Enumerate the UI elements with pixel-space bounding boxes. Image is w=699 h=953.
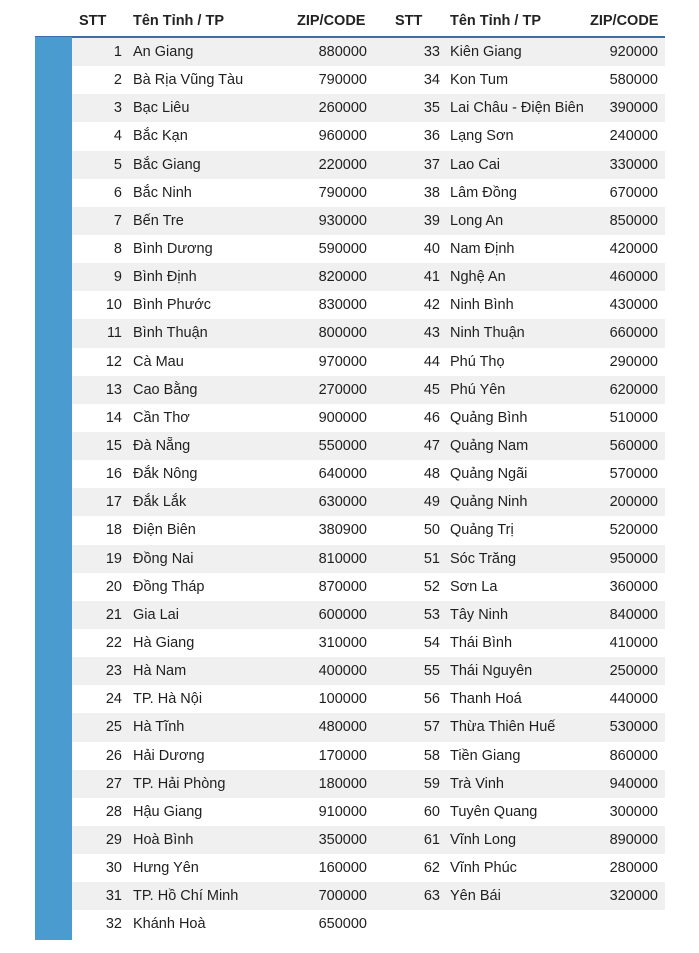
table-row bbox=[72, 94, 665, 122]
province-name-cell: Long An bbox=[450, 212, 504, 229]
stt-cell: 17 bbox=[105, 494, 122, 511]
province-name-cell: Đắk Nông bbox=[133, 466, 198, 483]
zip-cell: 560000 bbox=[609, 437, 658, 454]
province-name-cell: Sơn La bbox=[450, 578, 498, 595]
table-row bbox=[72, 122, 665, 150]
province-table bbox=[72, 38, 665, 939]
province-name-cell: Đà Nẵng bbox=[133, 437, 191, 454]
zip-cell: 480000 bbox=[318, 719, 367, 736]
header-zip-2: ZIP/CODE bbox=[590, 13, 659, 29]
zip-cell: 960000 bbox=[318, 128, 367, 145]
zip-cell: 890000 bbox=[609, 831, 658, 848]
province-name-cell: Thừa Thiên Huế bbox=[450, 719, 556, 736]
province-name-cell: Ninh Thuận bbox=[450, 325, 525, 342]
zip-cell: 460000 bbox=[609, 269, 658, 286]
stt-cell: 62 bbox=[423, 860, 440, 877]
zip-cell: 310000 bbox=[318, 634, 367, 651]
stt-cell: 7 bbox=[113, 212, 122, 229]
zip-cell: 620000 bbox=[609, 381, 658, 398]
stt-cell: 59 bbox=[423, 775, 440, 792]
stt-cell: 2 bbox=[113, 72, 122, 89]
province-name-cell: Tiền Giang bbox=[450, 747, 521, 764]
province-name-cell: Vĩnh Long bbox=[450, 831, 517, 848]
table-row bbox=[72, 629, 665, 657]
province-name-cell: Tây Ninh bbox=[450, 606, 509, 623]
stt-cell: 6 bbox=[113, 184, 122, 201]
province-name-cell: Thanh Hoá bbox=[450, 691, 522, 708]
province-name-cell: Điện Biên bbox=[133, 522, 196, 539]
zip-cell: 430000 bbox=[609, 297, 658, 314]
province-name-cell: Lạng Sơn bbox=[450, 128, 514, 145]
zip-cell: 790000 bbox=[318, 72, 367, 89]
province-name-cell: TP. Hải Phòng bbox=[133, 775, 226, 792]
table-row bbox=[72, 488, 665, 516]
zip-cell: 360000 bbox=[609, 578, 658, 595]
province-name-cell: Cà Mau bbox=[133, 353, 184, 370]
zip-cell: 900000 bbox=[318, 409, 367, 426]
province-name-cell: Đắk Lắk bbox=[133, 494, 187, 511]
province-name-cell: Thái Bình bbox=[450, 634, 513, 651]
zip-cell: 220000 bbox=[318, 156, 367, 173]
zip-cell: 640000 bbox=[318, 466, 367, 483]
stt-cell: 53 bbox=[423, 606, 440, 623]
table-row bbox=[72, 798, 665, 826]
table-row bbox=[72, 179, 665, 207]
table-row bbox=[72, 319, 665, 347]
province-name-cell: Bình Định bbox=[133, 269, 197, 286]
table-row bbox=[72, 713, 665, 741]
stt-cell: 10 bbox=[105, 297, 122, 314]
zip-cell: 650000 bbox=[318, 916, 367, 933]
zip-cell: 420000 bbox=[609, 240, 658, 257]
stt-cell: 48 bbox=[423, 466, 440, 483]
table-row bbox=[72, 601, 665, 629]
table-row bbox=[72, 770, 665, 798]
table-row bbox=[72, 545, 665, 573]
stt-cell: 33 bbox=[423, 44, 440, 60]
stt-cell: 18 bbox=[105, 522, 122, 539]
stt-cell: 54 bbox=[423, 634, 440, 651]
table-row bbox=[72, 854, 665, 882]
zip-cell: 850000 bbox=[609, 212, 658, 229]
stt-cell: 30 bbox=[105, 860, 122, 877]
stt-cell: 15 bbox=[105, 437, 122, 454]
table-header bbox=[0, 0, 699, 36]
province-name-cell: Bình Thuận bbox=[133, 325, 208, 342]
stt-cell: 13 bbox=[105, 381, 122, 398]
stt-cell: 37 bbox=[423, 156, 440, 173]
province-name-cell: Quảng Ngãi bbox=[450, 466, 528, 483]
zip-cell: 270000 bbox=[318, 381, 367, 398]
zip-cell: 920000 bbox=[609, 44, 658, 60]
stt-cell: 9 bbox=[113, 269, 122, 286]
province-name-cell: Quảng Bình bbox=[450, 409, 528, 426]
table-row bbox=[72, 235, 665, 263]
stt-cell: 52 bbox=[423, 578, 440, 595]
province-name-cell: Khánh Hoà bbox=[133, 916, 206, 933]
zip-cell: 930000 bbox=[318, 212, 367, 229]
header-name: Tên Tỉnh / TP bbox=[133, 13, 225, 29]
stt-cell: 47 bbox=[423, 437, 440, 454]
zip-cell: 940000 bbox=[609, 775, 658, 792]
stt-cell: 51 bbox=[423, 550, 440, 567]
province-name-cell: Quảng Trị bbox=[450, 522, 514, 539]
stt-cell: 60 bbox=[423, 803, 440, 820]
zip-cell: 200000 bbox=[609, 494, 658, 511]
stt-cell: 26 bbox=[105, 747, 122, 764]
province-name-cell: Yên Bái bbox=[450, 888, 501, 905]
province-name-cell: TP. Hà Nội bbox=[133, 691, 203, 708]
table-row bbox=[72, 460, 665, 488]
stt-cell: 61 bbox=[423, 831, 440, 848]
province-name-cell: Tuyên Quang bbox=[450, 803, 538, 820]
table-row bbox=[72, 516, 665, 544]
province-name-cell: Hà Tĩnh bbox=[133, 719, 185, 736]
province-name-cell: Cần Thơ bbox=[133, 409, 190, 426]
province-name-cell: Lâm Đồng bbox=[450, 184, 517, 201]
stt-cell: 12 bbox=[105, 353, 122, 370]
stt-cell: 32 bbox=[105, 916, 122, 933]
table-row bbox=[72, 432, 665, 460]
zip-cell: 630000 bbox=[318, 494, 367, 511]
zip-cell: 700000 bbox=[318, 888, 367, 905]
province-name-cell: Hà Giang bbox=[133, 634, 195, 651]
zip-cell: 180000 bbox=[318, 775, 367, 792]
province-name-cell: Bến Tre bbox=[133, 212, 184, 229]
province-name-cell: An Giang bbox=[133, 44, 194, 60]
zip-cell: 160000 bbox=[318, 860, 367, 877]
province-name-cell: Trà Vinh bbox=[450, 775, 504, 792]
zip-cell: 950000 bbox=[609, 550, 658, 567]
table-row bbox=[72, 263, 665, 291]
table-row bbox=[72, 573, 665, 601]
province-name-cell: Bắc Giang bbox=[133, 156, 201, 173]
province-name-cell: Quảng Ninh bbox=[450, 494, 528, 511]
zip-cell: 320000 bbox=[609, 888, 658, 905]
stt-cell: 46 bbox=[423, 409, 440, 426]
stt-cell: 55 bbox=[423, 663, 440, 680]
table-row bbox=[72, 910, 665, 938]
zip-cell: 840000 bbox=[609, 606, 658, 623]
zip-cell: 300000 bbox=[609, 803, 658, 820]
zip-cell: 790000 bbox=[318, 184, 367, 201]
stt-cell: 14 bbox=[105, 409, 122, 426]
stt-cell: 43 bbox=[423, 325, 440, 342]
stt-cell: 29 bbox=[105, 831, 122, 848]
zip-cell: 600000 bbox=[318, 606, 367, 623]
table-row bbox=[72, 882, 665, 910]
zip-cell: 880000 bbox=[318, 44, 367, 60]
stt-cell: 27 bbox=[105, 775, 122, 792]
side-accent-bar bbox=[35, 37, 72, 940]
province-name-cell: Hưng Yên bbox=[133, 860, 199, 877]
province-name-cell: TP. Hồ Chí Minh bbox=[133, 888, 239, 905]
zip-cell: 530000 bbox=[609, 719, 658, 736]
province-name-cell: Nghệ An bbox=[450, 269, 506, 286]
zip-cell: 870000 bbox=[318, 578, 367, 595]
stt-cell: 38 bbox=[423, 184, 440, 201]
header-stt: STT bbox=[79, 13, 107, 29]
stt-cell: 56 bbox=[423, 691, 440, 708]
stt-cell: 34 bbox=[423, 72, 440, 89]
zip-cell: 400000 bbox=[318, 663, 367, 680]
zip-cell: 820000 bbox=[318, 269, 367, 286]
zip-cell: 800000 bbox=[318, 325, 367, 342]
stt-cell: 3 bbox=[113, 100, 122, 117]
stt-cell: 41 bbox=[423, 269, 440, 286]
stt-cell: 44 bbox=[423, 353, 440, 370]
province-name-cell: Bắc Kạn bbox=[133, 128, 188, 145]
table-row bbox=[72, 826, 665, 854]
stt-cell: 11 bbox=[106, 325, 122, 342]
stt-cell: 22 bbox=[105, 634, 122, 651]
header-name-2: Tên Tỉnh / TP bbox=[450, 13, 542, 29]
zip-cell: 590000 bbox=[318, 240, 367, 257]
province-name-cell: Hậu Giang bbox=[133, 803, 203, 820]
zip-cell: 810000 bbox=[318, 550, 367, 567]
stt-cell: 39 bbox=[423, 212, 440, 229]
zip-cell: 970000 bbox=[318, 353, 367, 370]
stt-cell: 36 bbox=[423, 128, 440, 145]
table-row bbox=[72, 376, 665, 404]
zip-cell: 550000 bbox=[318, 437, 367, 454]
stt-cell: 28 bbox=[105, 803, 122, 820]
stt-cell: 42 bbox=[423, 297, 440, 314]
table-row bbox=[72, 291, 665, 319]
province-name-cell: Đồng Tháp bbox=[133, 578, 205, 595]
zip-cell: 100000 bbox=[318, 691, 367, 708]
stt-cell: 1 bbox=[113, 44, 122, 60]
table-row bbox=[72, 404, 665, 432]
zip-cell: 660000 bbox=[609, 325, 658, 342]
stt-cell: 8 bbox=[113, 240, 122, 257]
zip-cell: 670000 bbox=[609, 184, 658, 201]
stt-cell: 4 bbox=[113, 128, 122, 145]
province-name-cell: Lao Cai bbox=[450, 156, 500, 173]
stt-cell: 24 bbox=[105, 691, 122, 708]
zip-cell: 520000 bbox=[609, 522, 658, 539]
province-name-cell: Bình Phước bbox=[133, 297, 212, 314]
province-name-cell: Hoà Bình bbox=[133, 831, 194, 848]
zip-cell: 580000 bbox=[609, 72, 658, 89]
province-name-cell: Cao Bằng bbox=[133, 381, 198, 398]
stt-cell: 31 bbox=[105, 888, 122, 905]
table-row bbox=[72, 66, 665, 94]
province-name-cell: Bạc Liêu bbox=[133, 100, 190, 117]
zip-cell: 390000 bbox=[609, 100, 658, 117]
stt-cell: 57 bbox=[423, 719, 440, 736]
stt-cell: 35 bbox=[423, 100, 440, 117]
header-stt-2: STT bbox=[395, 13, 423, 29]
zip-cell: 250000 bbox=[609, 663, 658, 680]
stt-cell: 23 bbox=[105, 663, 122, 680]
zip-cell: 510000 bbox=[609, 409, 658, 426]
province-name-cell: Vĩnh Phúc bbox=[450, 860, 517, 877]
zip-cell: 570000 bbox=[609, 466, 658, 483]
province-name-cell: Bình Dương bbox=[133, 240, 213, 257]
stt-cell: 19 bbox=[105, 550, 122, 567]
stt-cell: 5 bbox=[113, 156, 122, 173]
province-name-cell: Hà Nam bbox=[133, 663, 187, 680]
province-name-cell: Nam Định bbox=[450, 240, 515, 257]
province-name-cell: Bà Rịa Vũng Tàu bbox=[133, 72, 244, 89]
table-row bbox=[72, 207, 665, 235]
zip-cell: 860000 bbox=[609, 747, 658, 764]
province-name-cell: Phú Thọ bbox=[450, 353, 505, 370]
province-name-cell: Lai Châu - Điện Biên bbox=[450, 100, 584, 117]
zip-cell: 280000 bbox=[609, 860, 658, 877]
zip-cell: 440000 bbox=[609, 691, 658, 708]
stt-cell: 45 bbox=[423, 381, 440, 398]
stt-cell: 16 bbox=[105, 466, 122, 483]
province-name-cell: Hải Dương bbox=[133, 747, 205, 764]
province-name-cell: Đồng Nai bbox=[133, 550, 194, 567]
province-name-cell: Gia Lai bbox=[133, 606, 179, 623]
stt-cell: 58 bbox=[423, 747, 440, 764]
province-name-cell: Phú Yên bbox=[450, 381, 506, 398]
province-name-cell: Kiên Giang bbox=[450, 44, 522, 60]
province-name-cell: Sóc Trăng bbox=[450, 550, 517, 567]
table-row bbox=[72, 657, 665, 685]
stt-cell: 49 bbox=[423, 494, 440, 511]
zip-cell: 830000 bbox=[318, 297, 367, 314]
province-name-cell: Kon Tum bbox=[450, 72, 509, 89]
table-row bbox=[72, 348, 665, 376]
stt-cell: 63 bbox=[423, 888, 440, 905]
zip-cell: 330000 bbox=[609, 156, 658, 173]
stt-cell: 50 bbox=[423, 522, 440, 539]
province-name-cell: Ninh Bình bbox=[450, 297, 514, 314]
table-row bbox=[72, 151, 665, 179]
zip-cell: 170000 bbox=[318, 747, 367, 764]
zip-cell: 910000 bbox=[318, 803, 367, 820]
zip-cell: 380900 bbox=[318, 522, 367, 539]
zip-cell: 350000 bbox=[318, 831, 367, 848]
province-name-cell: Bắc Ninh bbox=[133, 184, 192, 201]
stt-cell: 25 bbox=[105, 719, 122, 736]
stt-cell: 20 bbox=[105, 578, 122, 595]
table-row bbox=[72, 742, 665, 770]
zip-cell: 260000 bbox=[318, 100, 367, 117]
zip-cell: 290000 bbox=[609, 353, 658, 370]
table-row bbox=[72, 38, 665, 66]
stt-cell: 21 bbox=[105, 606, 122, 623]
province-name-cell: Thái Nguyên bbox=[450, 663, 533, 680]
stt-cell: 40 bbox=[423, 240, 440, 257]
province-name-cell: Quảng Nam bbox=[450, 437, 529, 454]
header-zip: ZIP/CODE bbox=[297, 13, 366, 29]
zip-cell: 240000 bbox=[609, 128, 658, 145]
table-row bbox=[72, 685, 665, 713]
zip-cell: 410000 bbox=[609, 634, 658, 651]
